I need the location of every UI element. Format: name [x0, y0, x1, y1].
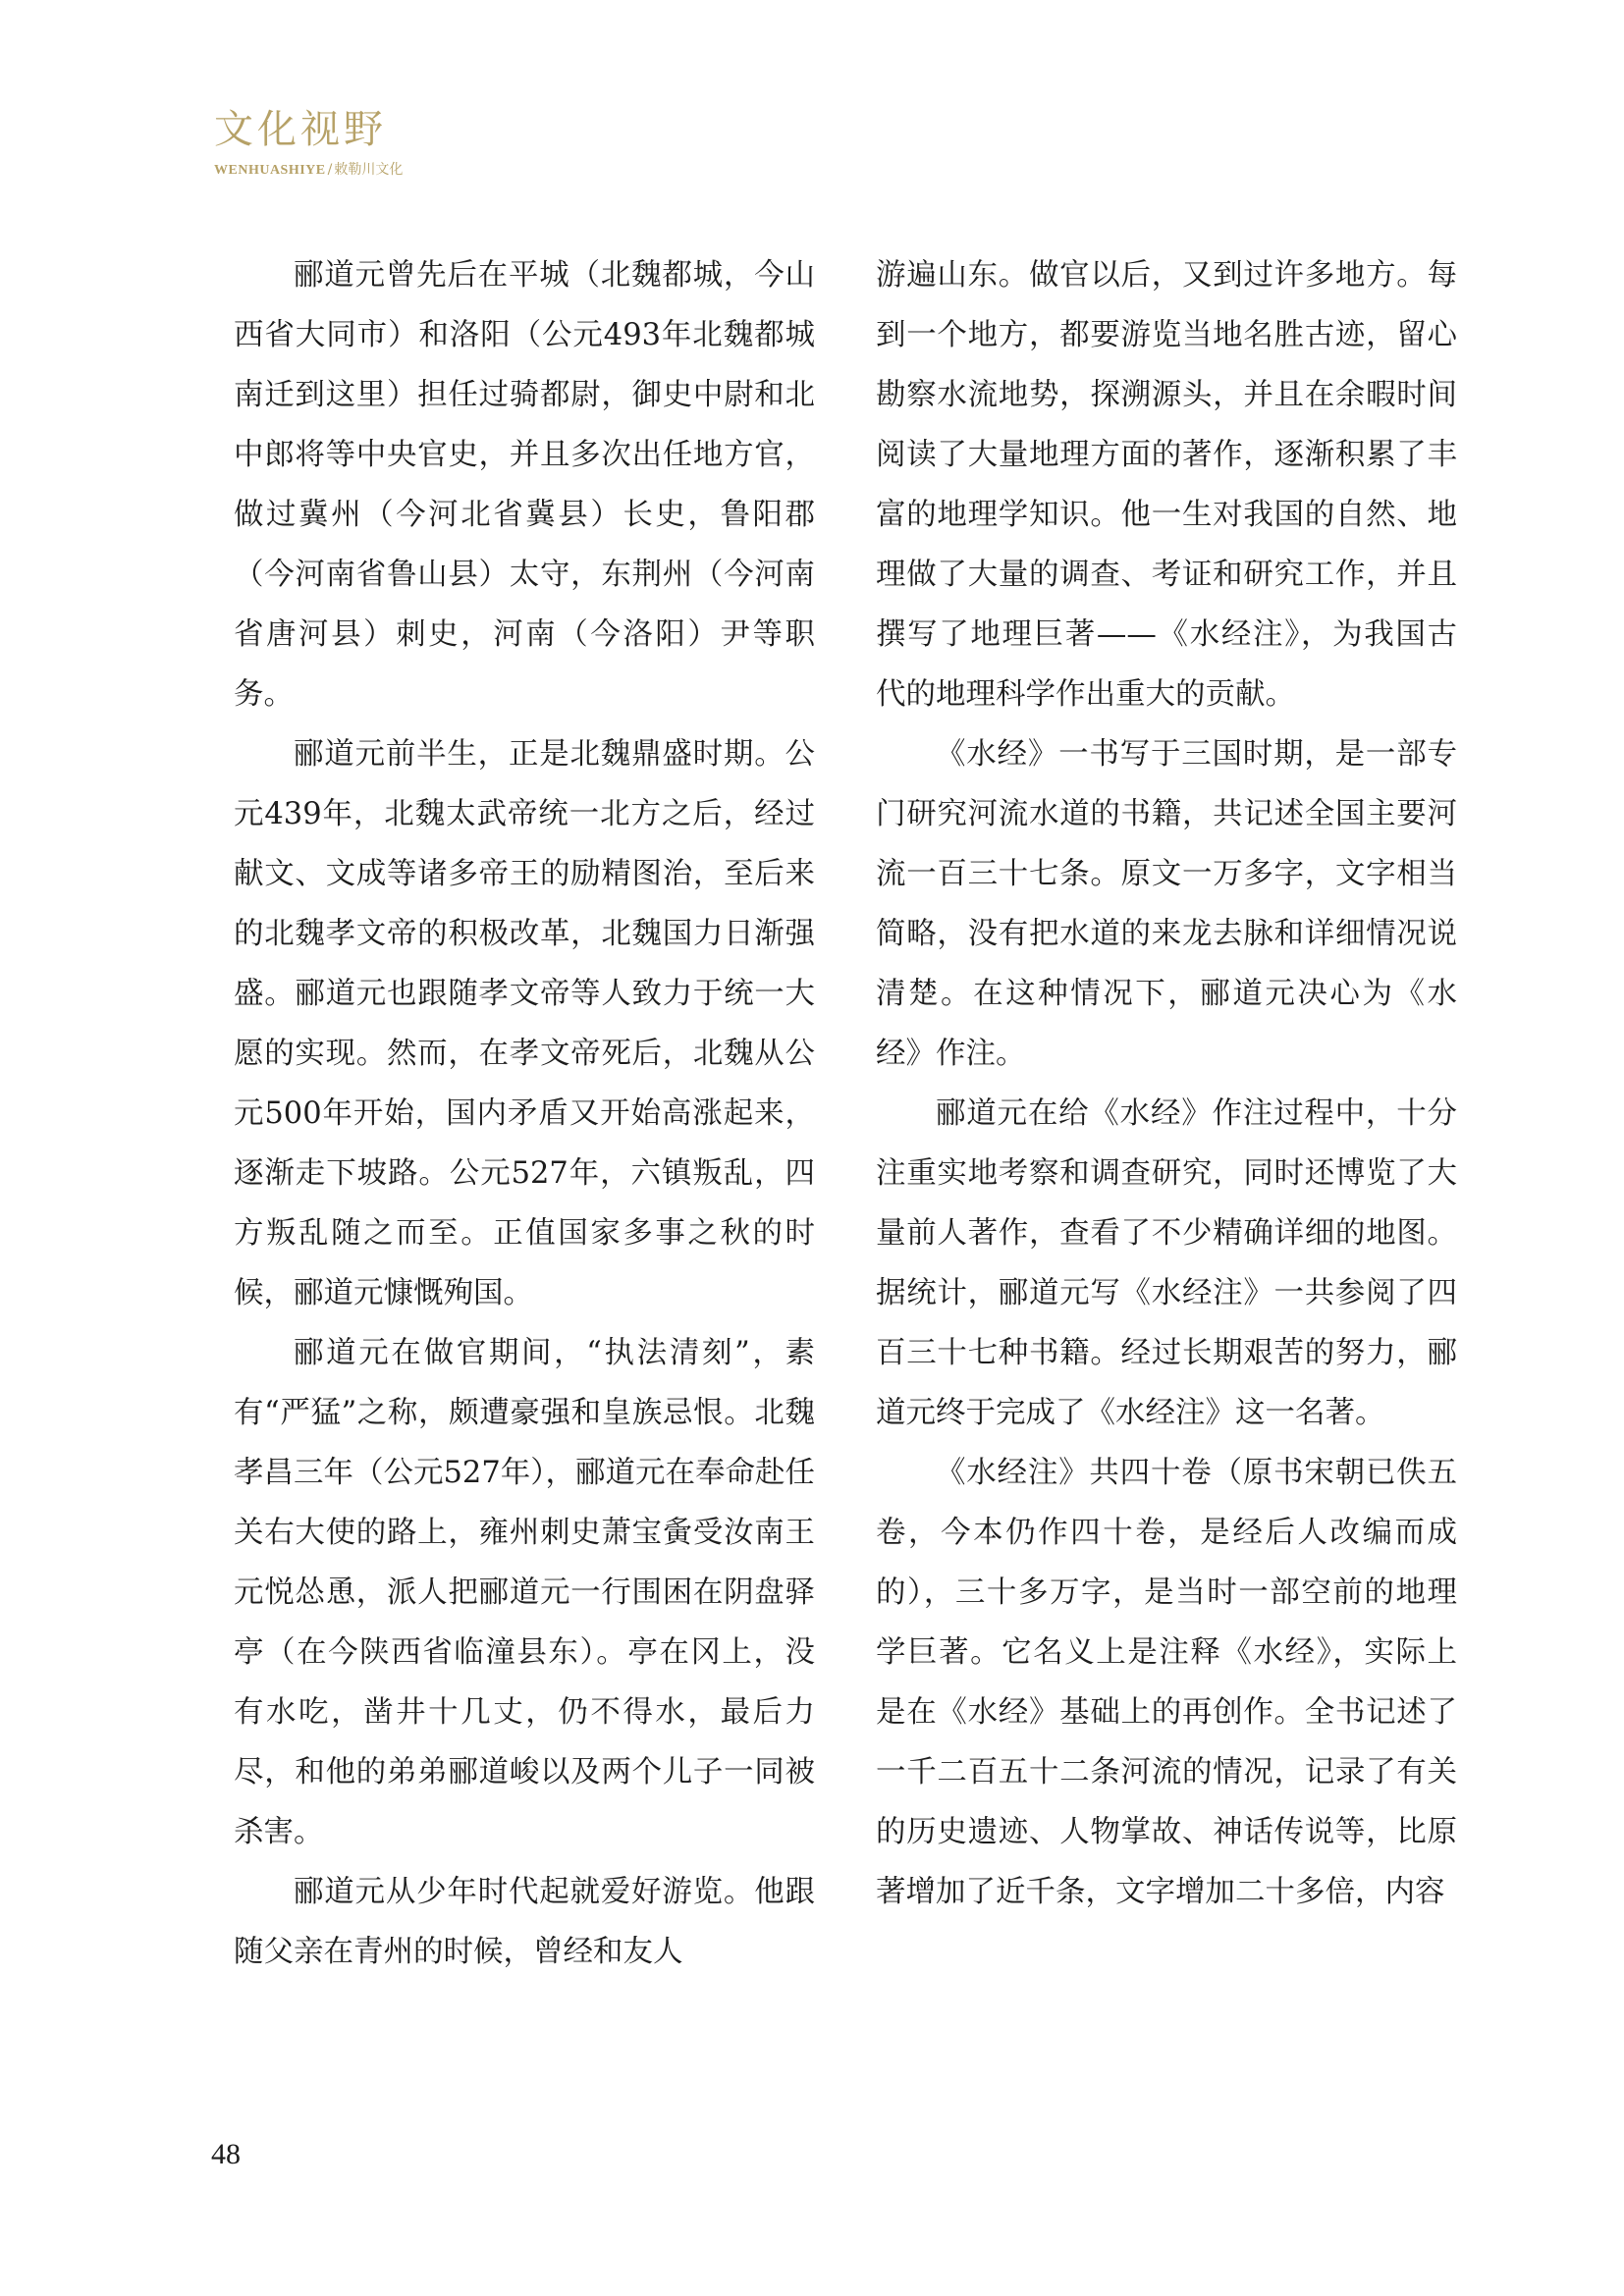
left-text-column — [234, 245, 815, 1982]
page-number: 48 — [211, 2138, 241, 2170]
section-subtitle — [214, 159, 403, 179]
section-subtitle-separator: / — [327, 162, 333, 178]
body-paragraph: 郦道元在给《水经》作注过程中，十分注重实地考察和调查研究，同时还博览了大量前人著作，查看了不少精确详细的地图。据统计，郦道元写《水经注》一共参阅了四百三十七种书籍。经过长期艰苦的努力，郦道元终于完成了《水经注》这一名著。 — [876, 1096, 1457, 1430]
body-paragraph: 《水经注》共四十卷（原书宋朝已佚五卷，今本仍作四十卷，是经后人改编而成的），三十多万字，是当时一部空前的地理学巨著。它名义上是注释《水经》，实际上是在《水经》基础上的再创作。全书记述了一千二百五十二条河流的情况，记录了有关的历史遗迹、人物掌故、神话传说等，比原著增加了近千条，文字增加二十多倍，内容 — [876, 1456, 1457, 1909]
section-subtitle-chinese: 敕勒川文化 — [334, 162, 404, 178]
body-paragraph: 郦道元曾先后在平城（北魏都城，今山西省大同市）和洛阳（公元493年北魏都城南迁到这里）担任过骑都尉，御史中尉和北中郎将等中央官史，并且多次出任地方官，做过冀州（今河北省冀县）长史，鲁阳郡（今河南省鲁山县）太守，东荆州（今河南省唐河县）刺史，河南（今洛阳）尹等职务。 — [234, 258, 815, 712]
body-paragraph: 郦道元从少年时代起就爱好游览。他跟随父亲在青州的时候，曾经和友人 — [234, 1875, 815, 1969]
body-paragraph: 郦道元前半生，正是北魏鼎盛时期。公元439年，北魏太武帝统一北方之后，经过献文、文成等诸多帝王的励精图治，至后来的北魏孝文帝的积极改革，北魏国力日渐强盛。郦道元也跟随孝文帝等人致力于统一大愿的实现。然而，在孝文帝死后，北魏从公元500年开始，国内矛盾又开始高涨起来，逐渐走下坡路。公元527年，六镇叛乱，四方叛乱随之而至。正值国家多事之秋的时候，郦道元慷慨殉国。 — [234, 737, 815, 1310]
body-paragraph: 郦道元在做官期间，“执法清刻”，素有“严猛”之称，颇遭豪强和皇族忌恨。北魏孝昌三年（公元527年），郦道元在奉命赴任关右大使的路上，雍州刺史萧宝夤受汝南王元悦怂恿，派人把郦道元一行围困在阴盘驿亭（在今陕西省临潼县东）。亭在冈上，没有水吃，凿井十几丈，仍不得水，最后力尽，和他的弟弟郦道峻以及两个儿子一同被杀害。 — [234, 1336, 815, 1849]
section-subtitle-latin: WENHUASHIYE — [214, 163, 326, 178]
section-header — [214, 107, 404, 179]
body-paragraph-continued: 游遍山东。做官以后，又到过许多地方。每到一个地方，都要游览当地名胜古迹，留心勘察水流地势，探溯源头，并且在余暇时间阅读了大量地理方面的著作，逐渐积累了丰富的地理学知识。他一生对我国的自然、地理做了大量的调查、考证和研究工作，并且撰写了地理巨著——《水经注》，为我国古代的地理科学作出重大的贡献。 — [876, 258, 1457, 712]
section-title: 文化视野 — [214, 107, 387, 152]
right-text-column — [876, 245, 1457, 1922]
body-paragraph: 《水经》一书写于三国时期，是一部专门研究河流水道的书籍，共记述全国主要河流一百三十七条。原文一万多字，文字相当简略，没有把水道的来龙去脉和详细情况说清楚。在这种情况下，郦道元决心为《水经》作注。 — [876, 737, 1457, 1071]
